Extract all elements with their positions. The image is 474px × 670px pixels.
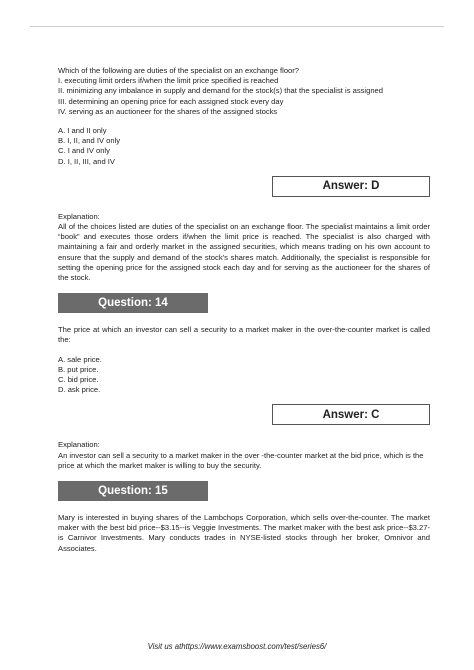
q13-option-c: C. I and IV only <box>58 146 110 156</box>
page-content <box>58 66 430 563</box>
q14-option-b: B. put price. <box>58 364 99 374</box>
q14-answer-row <box>58 404 430 425</box>
q13-explanation-text: All of the choices listed are duties of the specialist on an exchange floor. The specialist maintains a limit order “book” and executes those orders if/when the limit price is reached. The specialist is also charged with maintaining a fair and orderly market in the assigned securities, which means trading on his own account to ensure that the supply and demand of the stock’s shares match. Additionally, the specialist is responsible for setting the opening price for the assigned stock each day and for serving as the auctioneer for the shares of the stock. <box>58 222 430 283</box>
q14-options <box>58 355 430 396</box>
q13-answer-box: Answer: D <box>272 176 430 197</box>
q13-statement: III. determining an opening price for each assigned stock every day <box>58 96 284 106</box>
q13-explanation <box>58 212 430 283</box>
q13-question-text: Which of the following are duties of the specialist on an exchange floor? <box>58 66 300 75</box>
q13-question-block <box>58 66 430 117</box>
q14-explanation-label: Explanation: <box>58 440 100 450</box>
q13-option-d: D. I, II, III, and IV <box>58 156 115 166</box>
q14-heading: Question: 14 <box>58 293 208 313</box>
q15-heading: Question: 15 <box>58 481 208 501</box>
q14-option-c: C. bid price. <box>58 375 99 385</box>
q15-question-block <box>58 513 430 554</box>
header-rule <box>30 26 444 27</box>
q13-statement: IV. serving as an auctioneer for the shares of the assigned stocks <box>58 106 278 116</box>
q13-statement: II. minimizing any imbalance in supply and demand for the stock(s) that the specialist is assigned <box>58 86 384 96</box>
q13-option-a: A. I and II only <box>58 126 107 136</box>
q13-options <box>58 126 430 167</box>
q13-statement: I. executing limit orders if/when the limit price specified is reached <box>58 76 279 86</box>
q14-question-text: The price at which an investor can sell a security to a market maker in the over-the-counter market is called the: <box>58 325 430 345</box>
q14-option-d: D. ask price. <box>58 385 101 395</box>
q14-option-a: A. sale price. <box>58 354 102 364</box>
q14-question-block <box>58 325 430 345</box>
q14-explanation <box>58 440 430 471</box>
q14-answer-box: Answer: C <box>272 404 430 425</box>
q13-option-b: B. I, II, and IV only <box>58 136 121 146</box>
q15-question-text: Mary is interested in buying shares of the Lambchops Corporation, which sells over-the-counter. The market maker with the best bid price--$3.15--is Veggie Investments. The market maker with the best ask price--$3.27-is Carnivor Investments. Mary conducts trades in NYSE-listed stocks through her broker, Omnivor and Associates. <box>58 513 430 553</box>
q13-answer-row <box>58 176 430 197</box>
q13-explanation-label: Explanation: <box>58 211 100 221</box>
footer-link[interactable]: Visit us athttps://www.examsboost.com/test/series6/ <box>147 642 327 651</box>
q14-explanation-text: An investor can sell a security to a market maker in the over -the-counter market at the bid price, which is the price at which the market maker is willing to buy the security. <box>58 450 424 470</box>
